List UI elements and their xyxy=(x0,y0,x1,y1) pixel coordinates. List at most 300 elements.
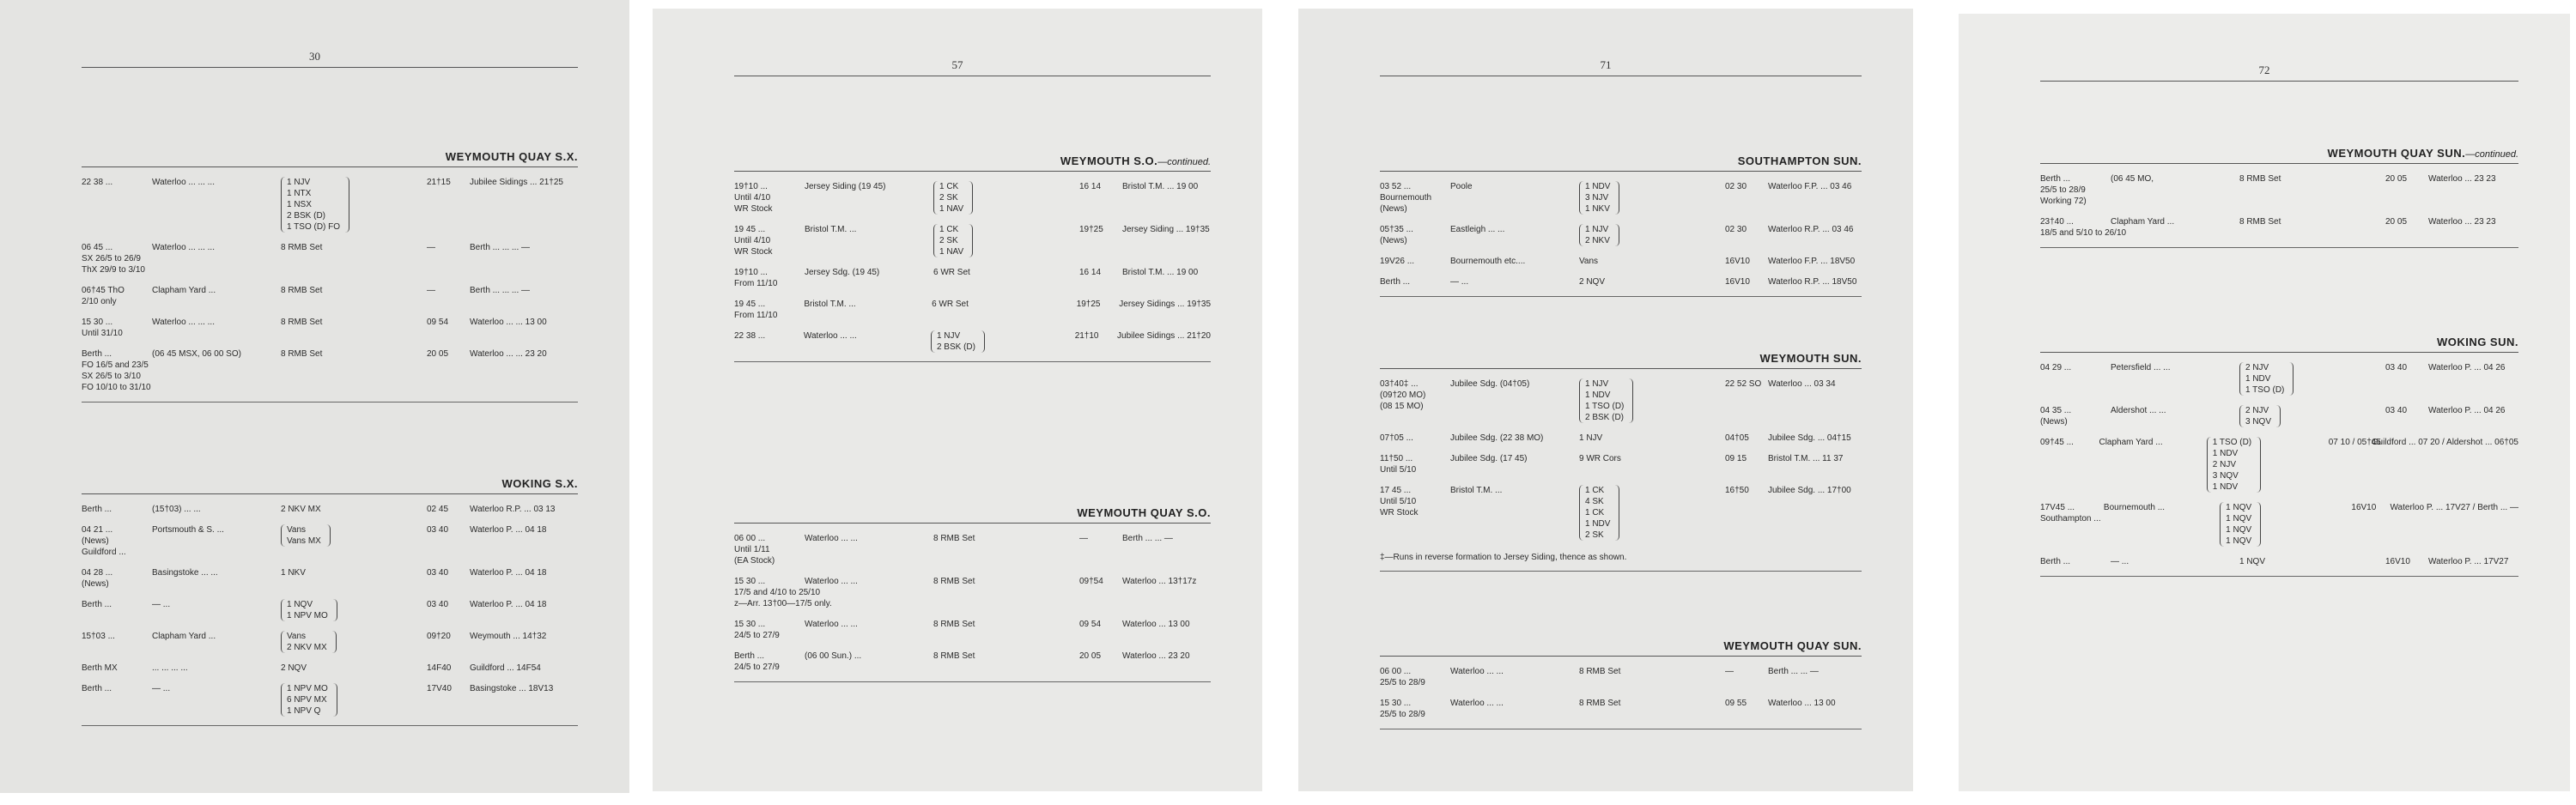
from-location: Waterloo ... ... xyxy=(1450,667,1504,676)
from-location: Jubilee Sdg. (04†05) xyxy=(1450,379,1530,389)
time-value: 09†45 ... xyxy=(2040,438,2074,447)
from-location: Waterloo ... ... ... xyxy=(152,178,215,187)
from-location: Jubilee Sdg. (17 45) xyxy=(1450,454,1528,463)
formation-brace xyxy=(281,504,427,515)
formation xyxy=(2239,216,2385,227)
time-value: 06 00 ... xyxy=(734,534,766,543)
from-location: Waterloo ... ... xyxy=(1450,699,1504,708)
formation-item: 6 WR Set xyxy=(932,300,969,309)
row-note: 25/5 to 28/9 xyxy=(1380,710,1425,719)
depart-time xyxy=(82,631,152,642)
formation-item: 9 WR Cors xyxy=(1579,454,1621,463)
depart-time xyxy=(734,299,804,321)
formation-item: 1 NJV xyxy=(1585,379,1609,389)
formation-brace xyxy=(1579,698,1725,709)
timetable-row xyxy=(734,299,1211,321)
timetable-row xyxy=(1380,453,1862,475)
arrival-time: 09 54 xyxy=(1079,620,1102,629)
section-weymouth-quay-so xyxy=(734,506,1211,682)
formation-item: 3 NQV xyxy=(2245,417,2272,427)
formation-brace xyxy=(281,524,331,547)
formation-item: 1 NJV xyxy=(936,331,961,341)
time-value: 22 38 ... xyxy=(734,331,766,341)
depart-time xyxy=(82,524,152,558)
from-location: ... ... ... ... xyxy=(152,663,188,673)
destination: Weymouth ... 14†32 xyxy=(470,632,547,641)
arrival-time: 02 45 xyxy=(427,505,449,514)
formation-item: 2 NJV xyxy=(2212,460,2236,469)
formation-item: 1 NQV xyxy=(2226,514,2252,524)
formation-brace xyxy=(933,224,973,257)
formation xyxy=(281,631,427,653)
formation-item: 3 NQV xyxy=(2212,471,2239,481)
row-note: SX 26/5 to 3/10 xyxy=(82,372,141,381)
section-rule xyxy=(1380,571,1862,572)
formation-brace xyxy=(281,348,427,360)
formation-brace xyxy=(281,631,337,653)
section-title-text: WEYMOUTH QUAY SUN. xyxy=(2327,147,2466,160)
formation-item: 1 CK xyxy=(939,182,959,191)
arrival-time: 19†25 xyxy=(1079,225,1103,234)
formation xyxy=(281,285,427,296)
destination: Waterloo P. ... 04 26 xyxy=(2428,363,2506,372)
arrival-time: 04†05 xyxy=(1725,433,1749,443)
from-location: — ... xyxy=(1450,277,1469,287)
formation xyxy=(932,299,1077,310)
timetable-row xyxy=(82,663,578,674)
formation xyxy=(1579,666,1725,677)
arrival-time: 03 40 xyxy=(427,600,449,609)
destination: Berth ... ... ... — xyxy=(470,243,531,252)
row-note: (News) xyxy=(1380,204,1407,214)
formation-item: 2 NKV MX xyxy=(281,505,321,514)
formation-item: 1 NKV xyxy=(1585,204,1610,214)
timetable-rows xyxy=(734,181,1211,353)
page-number: 71 xyxy=(1600,58,1612,71)
depart-time xyxy=(734,267,805,289)
destination: Jubilee Sdg. ... 17†00 xyxy=(1768,486,1851,495)
section-southampton-sun xyxy=(1380,154,1862,297)
row-note: (News) xyxy=(82,536,109,546)
destination: Jersey Siding ... 19†35 xyxy=(1122,225,1210,234)
timetable-row xyxy=(2040,405,2518,427)
formation-item: 1 NQV xyxy=(2239,557,2266,566)
from-location: Petersfield ... ... xyxy=(2111,363,2171,372)
destination: Jubilee Sdg. ... 04†15 xyxy=(1768,433,1851,443)
time-value: 04 21 ... xyxy=(82,525,113,535)
arrival-time: 16V10 xyxy=(1725,257,1750,266)
book-page-72 xyxy=(1959,14,2570,791)
depart-time xyxy=(82,683,152,694)
formation-brace xyxy=(1579,433,1725,444)
page-number: 72 xyxy=(2258,64,2270,76)
row-note: (News) xyxy=(82,579,109,589)
depart-time xyxy=(82,177,152,188)
formation-item: 1 NTX xyxy=(287,189,312,198)
formation xyxy=(281,504,427,515)
timetable-row xyxy=(1380,698,1862,720)
formation-item: 8 RMB Set xyxy=(281,349,323,359)
section-title: WEYMOUTH QUAY SUN. xyxy=(1380,639,1862,657)
formation-item: 1 NAV xyxy=(939,204,964,214)
time-value: 11†50 ... xyxy=(1380,454,1413,463)
depart-time xyxy=(1380,378,1450,412)
arrival-time: 16V10 xyxy=(2351,503,2377,512)
destination: Jersey Sidings ... 19†35 xyxy=(1119,300,1212,309)
arrival-time: — xyxy=(1079,534,1088,543)
timetable-rows xyxy=(1380,181,1862,288)
formation-item: 1 CK xyxy=(1585,486,1605,495)
depart-time xyxy=(1380,698,1450,720)
timetable-row xyxy=(82,631,578,653)
row-note: Until 1/11 xyxy=(734,545,770,554)
formation-item: 1 NDV xyxy=(1585,519,1611,529)
book-page-71 xyxy=(1298,9,1913,791)
arrival-time: — xyxy=(427,286,435,295)
row-note: (News) xyxy=(2040,417,2068,427)
formation-item: 1 NAV xyxy=(939,247,964,257)
formation-brace xyxy=(931,330,985,353)
formation-item: Vans xyxy=(287,632,307,641)
formation-item: 1 NQV xyxy=(2226,536,2252,546)
row-note: 2/10 only xyxy=(82,297,117,306)
time-value: Berth ... xyxy=(734,651,765,661)
timetable-row xyxy=(2040,437,2518,493)
arrival-time: 14F40 xyxy=(427,663,452,673)
destination: Jubilee Sidings ... 21†20 xyxy=(1117,331,1211,341)
arrival-time: 19†25 xyxy=(1076,300,1101,309)
formation-item: 1 NPV Q xyxy=(287,706,321,716)
row-note: Until 5/10 xyxy=(1380,465,1417,475)
arrival-time: 21†15 xyxy=(427,178,451,187)
depart-time xyxy=(1380,276,1450,288)
time-value: 15 30 ... xyxy=(1380,699,1412,708)
arrival-time: 16 14 xyxy=(1079,268,1102,277)
formation-item: 1 NDV xyxy=(1585,182,1611,191)
page-number: 30 xyxy=(309,50,320,63)
arrival-time: 03 40 xyxy=(2385,406,2408,415)
formation xyxy=(931,330,1075,353)
arrival-time: 21†10 xyxy=(1074,331,1099,341)
formation xyxy=(1579,256,1725,267)
formation-brace xyxy=(281,242,427,253)
timetable-row xyxy=(1380,256,1862,267)
page-number: 57 xyxy=(951,58,963,71)
row-note: Working 72) xyxy=(2040,197,2087,206)
section-title xyxy=(2040,147,2518,164)
formation-item: 1 NQV xyxy=(2226,503,2252,512)
arrival-time: — xyxy=(427,243,435,252)
section-woking-sx xyxy=(82,477,578,726)
formation-item: 1 NJV xyxy=(287,178,311,187)
formation-item: 8 RMB Set xyxy=(281,286,323,295)
arrival-time: 20 05 xyxy=(427,349,449,359)
formation xyxy=(1579,378,1725,423)
formation-item: 8 RMB Set xyxy=(933,577,975,586)
depart-time xyxy=(1380,666,1450,688)
time-value: 19†10 ... xyxy=(734,268,768,277)
from-location: — ... xyxy=(2111,557,2129,566)
timetable-row xyxy=(1380,485,1862,541)
formation xyxy=(281,567,427,578)
row-note: 24/5 to 27/9 xyxy=(734,663,780,672)
depart-time xyxy=(82,317,152,339)
from-location: — ... xyxy=(152,600,171,609)
from-location: Waterloo ... ... xyxy=(803,331,857,341)
section-rule xyxy=(734,361,1211,362)
from-location: Poole xyxy=(1450,182,1473,191)
formation-item: 1 NDV xyxy=(1585,390,1611,400)
destination: Waterloo ... ... 23 20 xyxy=(470,349,547,359)
from-location: Waterloo ... ... ... xyxy=(152,318,215,327)
formation-item: 8 RMB Set xyxy=(281,318,323,327)
time-value: 22 38 ... xyxy=(82,178,113,187)
formation-brace xyxy=(2207,437,2261,493)
formation-item: 1 NQV xyxy=(287,600,313,609)
timetable-row xyxy=(82,317,578,339)
section-title: WOKING SUN. xyxy=(2040,336,2518,353)
depart-time xyxy=(2040,216,2127,239)
destination: Waterloo P. ... 04 18 xyxy=(470,600,547,609)
destination: Waterloo R.P. ... 03 13 xyxy=(470,505,556,514)
destination: Waterloo F.P. ... 03 46 xyxy=(1768,182,1852,191)
formation-brace xyxy=(1579,224,1619,246)
formation xyxy=(933,651,1079,662)
row-note: FO 10/10 to 31/10 xyxy=(82,383,151,392)
timetable-rows xyxy=(1380,378,1862,541)
destination: Waterloo ... 13 00 xyxy=(1768,699,1836,708)
formation-item: 8 RMB Set xyxy=(1579,667,1621,676)
formation-brace xyxy=(932,299,1077,310)
time-value: 23†40 ... xyxy=(2040,217,2074,227)
arrival-time: 20 05 xyxy=(2385,217,2408,227)
formation-item: 4 SK xyxy=(1585,497,1604,506)
section-rule xyxy=(1380,296,1862,297)
destination: Berth ... ... — xyxy=(1768,667,1819,676)
depart-time xyxy=(82,567,152,590)
timetable-rows xyxy=(2040,173,2518,239)
row-note: SX 26/5 to 26/9 xyxy=(82,254,141,263)
formation-brace xyxy=(1579,276,1725,288)
section-rule xyxy=(734,681,1211,682)
depart-time xyxy=(1380,433,1450,444)
arrival-time: 16 14 xyxy=(1079,182,1102,191)
formation xyxy=(281,683,427,717)
timetable-row xyxy=(1380,433,1862,444)
time-value: 03†40‡ ... xyxy=(1380,379,1419,389)
arrival-time: 20 05 xyxy=(1079,651,1102,661)
formation xyxy=(1579,433,1725,444)
formation-item: 2 NJV xyxy=(2245,363,2269,372)
section-rule xyxy=(2040,247,2518,248)
timetable-rows xyxy=(734,533,1211,673)
time-value: 19 45 ... xyxy=(734,300,766,309)
formation xyxy=(281,177,427,233)
row-note: (08 15 MO) xyxy=(1380,402,1424,411)
time-value: 06 45 ... xyxy=(82,243,113,252)
row-note: Guildford ... xyxy=(82,548,126,557)
section-title: WEYMOUTH QUAY S.X. xyxy=(82,150,578,167)
time-value: 03 52 ... xyxy=(1380,182,1412,191)
section-rule xyxy=(82,725,578,726)
time-value: 04 28 ... xyxy=(82,568,113,578)
formation xyxy=(1579,181,1725,215)
depart-time xyxy=(82,504,152,515)
from-location: Clapham Yard ... xyxy=(152,632,216,641)
section-woking-sun xyxy=(2040,336,2518,577)
timetable-row xyxy=(1380,276,1862,288)
formation-brace xyxy=(2239,405,2281,427)
row-note: 17/5 and 4/10 to 25/10 xyxy=(734,588,821,597)
timetable-row xyxy=(734,576,1211,609)
destination: Waterloo ... 13 00 xyxy=(1122,620,1190,629)
destination: Bristol T.M. ... 11 37 xyxy=(1768,454,1844,463)
formation xyxy=(1579,698,1725,709)
from-location: Aldershot ... ... xyxy=(2111,406,2166,415)
formation-brace xyxy=(1579,666,1725,677)
formation-item: 8 RMB Set xyxy=(933,534,975,543)
from-location: Portsmouth & S. ... xyxy=(152,525,224,535)
destination: Waterloo ... ... 13 00 xyxy=(470,318,547,327)
formation-brace xyxy=(933,181,973,215)
formation-item: 1 NJV xyxy=(1585,225,1609,234)
formation xyxy=(933,576,1079,587)
formation-brace xyxy=(2239,362,2293,396)
arrival-time: 09 54 xyxy=(427,318,449,327)
continued-label: —continued. xyxy=(1157,157,1211,167)
row-note: 24/5 to 27/9 xyxy=(734,631,780,640)
row-note: (EA Stock) xyxy=(734,556,775,566)
time-value: Berth ... xyxy=(2040,557,2071,566)
formation-item: 8 RMB Set xyxy=(2239,217,2281,227)
arrival-time: 02 30 xyxy=(1725,225,1747,234)
depart-time xyxy=(1380,453,1450,475)
timetable-row xyxy=(2040,502,2518,547)
timetable-row xyxy=(734,533,1211,566)
formation-item: 1 NDV xyxy=(2212,449,2239,458)
time-value: 05†35 ... xyxy=(1380,225,1413,234)
timetable-row xyxy=(1380,378,1862,423)
timetable-row xyxy=(82,177,578,233)
row-note: Until 4/10 xyxy=(734,236,771,245)
time-value: 06 00 ... xyxy=(1380,667,1412,676)
time-value: Berth ... xyxy=(82,505,112,514)
depart-time xyxy=(1380,181,1450,215)
formation-brace xyxy=(933,619,1079,630)
depart-time xyxy=(1380,485,1450,518)
destination: Waterloo P. ... 17V27 xyxy=(2428,557,2509,566)
row-note: FO 16/5 and 23/5 xyxy=(82,360,149,370)
row-note: ThX 29/9 to 3/10 xyxy=(82,265,145,275)
timetable-row xyxy=(2040,216,2518,239)
depart-time xyxy=(2040,502,2104,524)
row-note: 25/5 to 28/9 xyxy=(2040,185,2086,195)
time-value: 06†45 ThO xyxy=(82,286,125,295)
depart-time xyxy=(82,663,152,674)
destination: Berth ... ... — xyxy=(1122,534,1173,543)
depart-time xyxy=(1380,224,1450,246)
destination: Bristol T.M. ... 19 00 xyxy=(1122,268,1199,277)
row-note: WR Stock xyxy=(1380,508,1419,518)
formation-item: 1 CK xyxy=(1585,508,1605,518)
formation xyxy=(933,181,1079,215)
formation-item: 2 NKV xyxy=(1585,236,1610,245)
formation-item: 2 SK xyxy=(939,236,958,245)
formation-brace xyxy=(933,651,1079,662)
timetable-rows xyxy=(2040,362,2518,567)
arrival-time: 16V10 xyxy=(1725,277,1750,287)
timetable-rows xyxy=(82,504,578,717)
from-location: Clapham Yard ... xyxy=(2099,438,2163,447)
formation-brace xyxy=(281,663,427,674)
arrival-time: 09 15 xyxy=(1725,454,1747,463)
row-note: 18/5 and 5/10 to 26/10 xyxy=(2040,228,2127,238)
formation-item: 1 TSO (D) xyxy=(2245,385,2285,395)
formation-brace xyxy=(1579,453,1725,464)
from-location: Bournemouth etc.... xyxy=(1450,257,1526,266)
time-value: Berth ... xyxy=(82,684,112,693)
formation xyxy=(281,524,427,547)
from-location: — ... xyxy=(152,684,171,693)
timetable-row xyxy=(2040,173,2518,207)
formation-brace xyxy=(281,317,427,328)
formation xyxy=(933,224,1079,257)
formation-item: 6 WR Set xyxy=(933,268,970,277)
arrival-time: 09 55 xyxy=(1725,699,1747,708)
formation-brace xyxy=(933,267,1079,278)
timetable-row xyxy=(734,330,1211,353)
row-note: Until 4/10 xyxy=(734,193,771,203)
destination: Waterloo ... 23 23 xyxy=(2428,174,2496,184)
formation-brace xyxy=(281,599,337,621)
depart-time xyxy=(82,242,152,275)
formation-item: 8 RMB Set xyxy=(2239,174,2281,184)
timetable-row xyxy=(82,567,578,590)
formation xyxy=(933,619,1079,630)
timetable-row xyxy=(1380,181,1862,215)
row-note: Bournemouth xyxy=(1380,193,1432,203)
arrival-time: 20 05 xyxy=(2385,174,2408,184)
formation xyxy=(1579,485,1725,541)
formation-item: 1 NSX xyxy=(287,200,312,209)
destination: Bristol T.M. ... 19 00 xyxy=(1122,182,1199,191)
arrival-time: 16V10 xyxy=(2385,557,2410,566)
depart-time xyxy=(734,224,805,257)
depart-time xyxy=(2040,173,2111,207)
formation xyxy=(933,267,1079,278)
from-location: Clapham Yard ... xyxy=(2111,217,2175,227)
section-weymouth-so xyxy=(734,154,1211,362)
destination: Waterloo F.P. ... 18V50 xyxy=(1768,257,1856,266)
depart-time xyxy=(734,330,804,342)
section-weymouth-quay-sun-continued xyxy=(2040,147,2518,248)
arrival-time: 03 40 xyxy=(2385,363,2408,372)
formation-item: 1 TSO (D) xyxy=(2212,438,2252,447)
formation-item: 3 NJV xyxy=(1585,193,1609,203)
formation-item: 1 NDV xyxy=(2212,482,2239,492)
destination: Jubilee Sidings ... 21†25 xyxy=(470,178,563,187)
from-location: (15†03) ... ... xyxy=(152,505,201,514)
time-value: 19†10 ... xyxy=(734,182,768,191)
formation-brace xyxy=(281,683,337,717)
destination: Waterloo P. ... 04 26 xyxy=(2428,406,2506,415)
formation-item: 1 NPV MO xyxy=(287,684,328,693)
row-note: WR Stock xyxy=(734,247,773,257)
depart-time xyxy=(2040,362,2111,373)
formation-item: Vans xyxy=(1579,257,1599,266)
formation-brace xyxy=(2239,216,2385,227)
formation xyxy=(2239,556,2385,567)
